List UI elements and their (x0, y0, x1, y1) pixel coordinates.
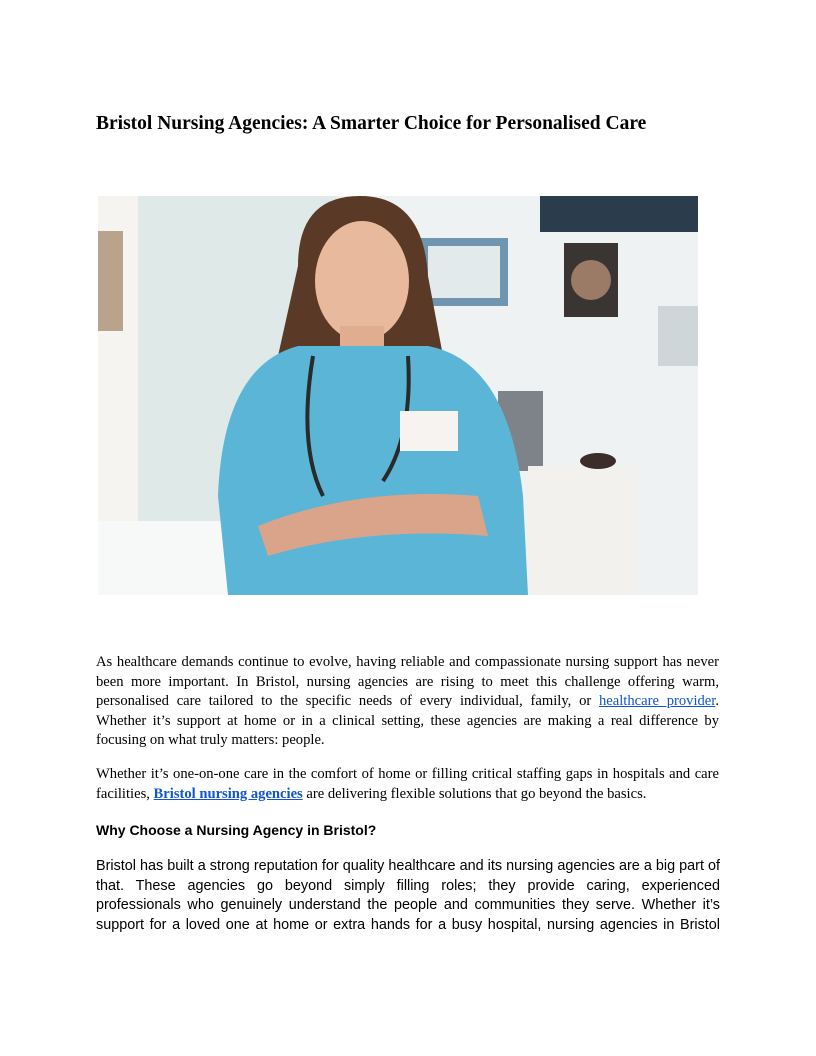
document-title: Bristol Nursing Agencies: A Smarter Choice for Personalised Care (96, 113, 647, 134)
bristol-nursing-agencies-link[interactable]: Bristol nursing agencies (153, 785, 303, 802)
second-paragraph (96, 765, 719, 804)
paragraph-text: As healthcare demands continue to evolve, having reliable and compassionate nursing support has never been more important. In Bristol, nursing agencies are rising to meet this challenge offering warm, personalised care tailored to the specific needs of every individual, family, or (96, 654, 719, 710)
third-paragraph: Bristol has built a strong reputation for quality healthcare and its nursing agencies are a big part of that. These agencies go beyond simply filling roles; they provide caring, experienced professionals who genuinely understand the people and communities they serve. Whether it’s support for a loved one at home or extra hands for a busy hospital, nursing agencies in Bristol (96, 858, 720, 933)
paragraph-text: are delivering flexible solutions that go beyond the basics. (302, 785, 647, 802)
paragraph-text: . Whether it’s support at home or in a clinical setting, these agencies are making a real difference by focusing on what truly matters: people. (96, 693, 719, 749)
paragraph-text: Whether it’s one-on-one care in the comfort of home or filling critical staffing gaps in hospitals and care facilities, (96, 766, 719, 802)
section-heading: Why Choose a Nursing Agency in Bristol? (96, 822, 377, 838)
intro-paragraph (96, 653, 719, 751)
nurse-photo (98, 196, 698, 595)
healthcare-provider-link[interactable]: healthcare provider (599, 693, 716, 710)
